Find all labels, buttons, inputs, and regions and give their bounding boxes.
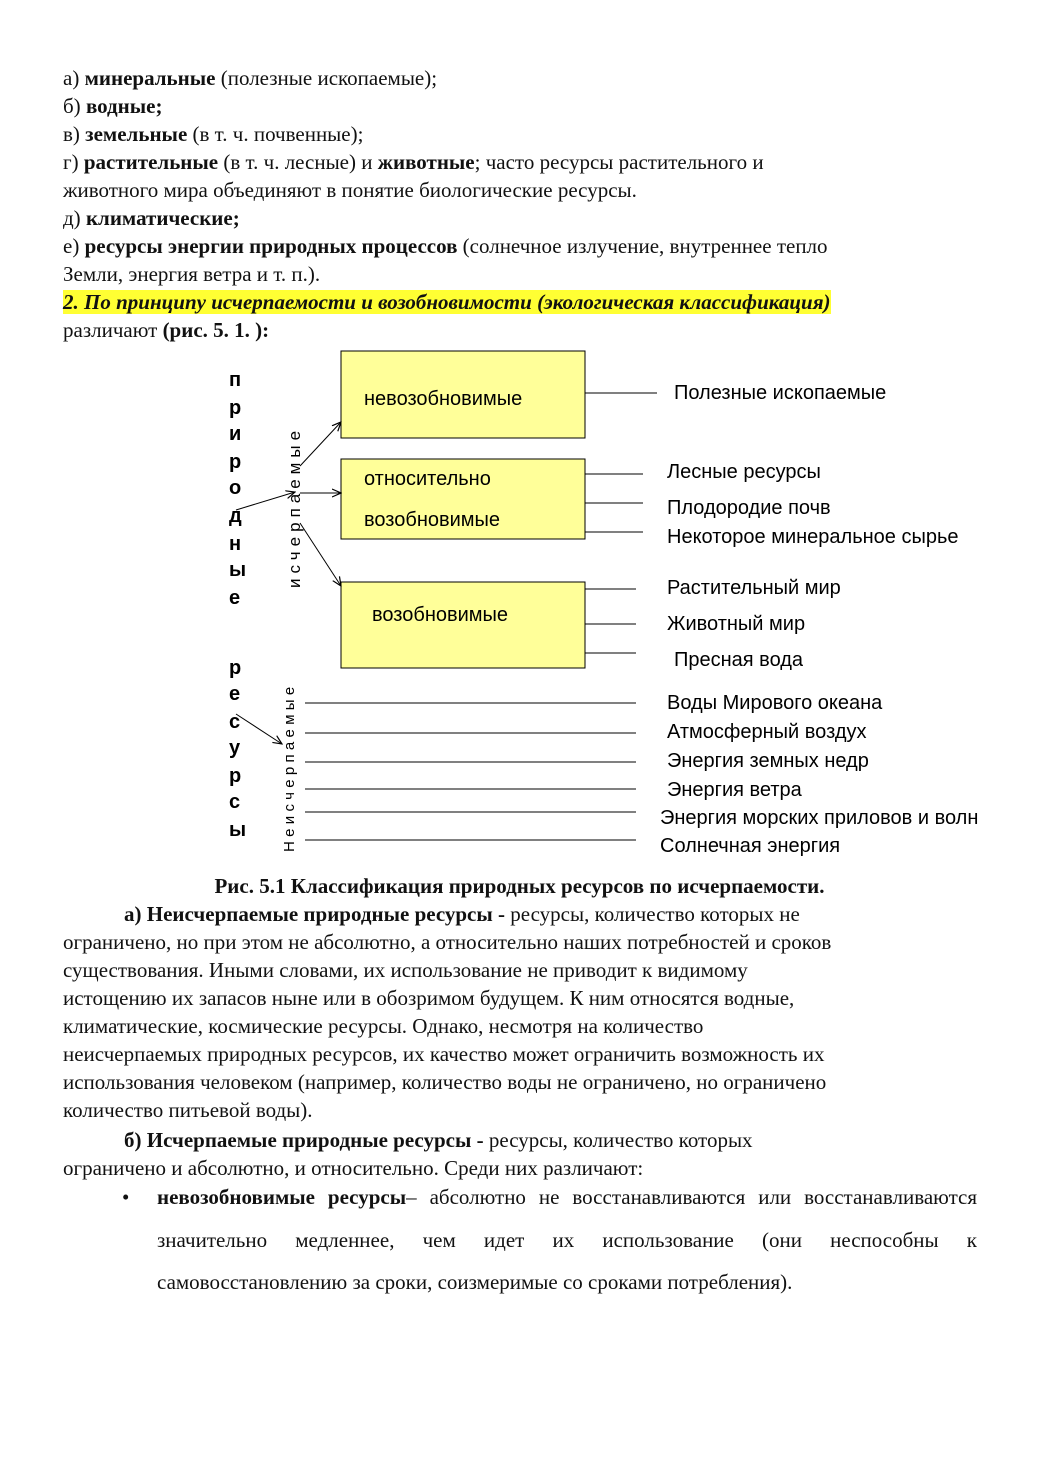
item-flora: Растительный мир	[667, 577, 841, 599]
item-geothermal: Энергия земных недр	[667, 750, 869, 772]
left-vertical-label	[229, 369, 246, 841]
item-wind: Энергия ветра	[667, 779, 802, 801]
item-tidal: Энергия морских приловов и волн	[660, 807, 979, 829]
vertical-letter: р	[229, 765, 242, 787]
para-a-line-5: неисчерпаемых природных ресурсов, их качество может ограничить возможность их	[63, 1042, 825, 1066]
vertical-letter: п	[229, 369, 242, 391]
list-item-energy: е) ресурсы энергии природных процессов (солнечное излучение, внутреннее тепло	[63, 234, 828, 258]
item-mineral-raw: Некоторое минеральное сырье	[667, 526, 959, 548]
box-relative-label-2: возобновимые	[364, 509, 501, 531]
para-a-line-2: существования. Иными словами, их использование не приводит к видимому	[63, 958, 748, 982]
arrow-to-renewable	[300, 523, 341, 586]
list-item-energy-cont: Земли, энергия ветра и т. п.).	[63, 262, 321, 286]
para-a-line-0: а) Неисчерпаемые природные ресурсы - ресурсы, количество которых не	[124, 902, 800, 926]
vertical-letter: р	[229, 657, 242, 679]
item-fresh-water: Пресная вода	[674, 649, 804, 671]
arrow-to-nonrenewable	[300, 422, 341, 466]
para-a-line-6: использования человеком (например, количество воды не ограничено, но ограничено	[63, 1070, 827, 1094]
vertical-letter: е	[229, 587, 241, 609]
list-item-mineral: а) минеральные (полезные ископаемые);	[63, 66, 438, 90]
list-item-land: в) земельные (в т. ч. почвенные);	[63, 122, 364, 146]
item-fauna: Животный мир	[667, 613, 806, 635]
vertical-letter: и	[229, 423, 242, 445]
label-inexhaustible: Неисчерпаемые	[281, 682, 298, 852]
vertical-letter: ы	[229, 559, 247, 581]
list-item-water: б) водные;	[63, 94, 163, 118]
vertical-letter: у	[229, 737, 241, 759]
list-item-climate: д) климатические;	[63, 206, 240, 230]
section-heading: 2. По принципу исчерпаемости и возобновимости (экологическая классификация)	[63, 290, 831, 314]
item-forest: Лесные ресурсы	[667, 461, 821, 483]
label-exhaustible: исчерпаемые	[285, 425, 304, 588]
para-b-line-0: б) Исчерпаемые природные ресурсы - ресурсы, количество которых	[124, 1128, 753, 1152]
vertical-letter: с	[229, 791, 241, 813]
classification-diagram	[0, 340, 1039, 870]
figure-caption: Рис. 5.1 Классификация природных ресурсов по исчерпаемости.	[214, 874, 825, 898]
para-a-line-7: количество питьевой воды).	[63, 1098, 313, 1122]
list-item-plant-animal-cont: животного мира объединяют в понятие биологические ресурсы.	[63, 178, 637, 202]
vertical-letter: н	[229, 533, 242, 555]
distinguish-line: различают (рис. 5. 1. ):	[63, 318, 270, 342]
item-soil-fertility: Плодородие почв	[667, 497, 831, 519]
vertical-letter: р	[229, 397, 242, 419]
box-relative-label-1: относительно	[364, 468, 491, 490]
para-a-line-4: климатические, космические ресурсы. Однако, несмотря на количество	[63, 1014, 704, 1038]
vertical-letter: ы	[229, 819, 247, 841]
item-air: Атмосферный воздух	[667, 721, 867, 743]
bullet-text: невозобновимые ресурсы– абсолютно не восстанавливаются или восстанавливаются значительно медленнее, чем идет их использование (они неспособны к самовосстановлению за сроки, соизмеримые со сроками потребления).	[157, 1185, 978, 1294]
vertical-letter: р	[229, 451, 242, 473]
item-minerals: Полезные ископаемые	[674, 382, 887, 404]
vertical-letter: с	[229, 711, 241, 733]
para-a-line-3: истощению их запасов ныне или в обозримом будущем. К ним относятся водные,	[63, 986, 795, 1010]
bullet-marker: •	[122, 1185, 130, 1209]
item-solar: Солнечная энергия	[660, 835, 841, 857]
box-renewable-label: возобновимые	[372, 604, 509, 626]
vertical-letter: о	[229, 477, 242, 499]
item-ocean-water: Воды Мирового океана	[667, 692, 883, 714]
vertical-letter: д	[229, 505, 242, 527]
para-b-line-1: ограничено и абсолютно, и относительно. Среди них различают:	[63, 1156, 644, 1180]
box-nonrenewable-label: невозобновимые	[364, 388, 523, 410]
para-a-line-1: ограничено, но при этом не абсолютно, а относительно наших потребностей и сроков	[63, 930, 832, 954]
arrow-to-inexhaustible	[236, 714, 282, 744]
vertical-letter: е	[229, 683, 241, 705]
list-item-plant-animal: г) растительные (в т. ч. лесные) и животные; часто ресурсы растительного и	[63, 150, 764, 174]
